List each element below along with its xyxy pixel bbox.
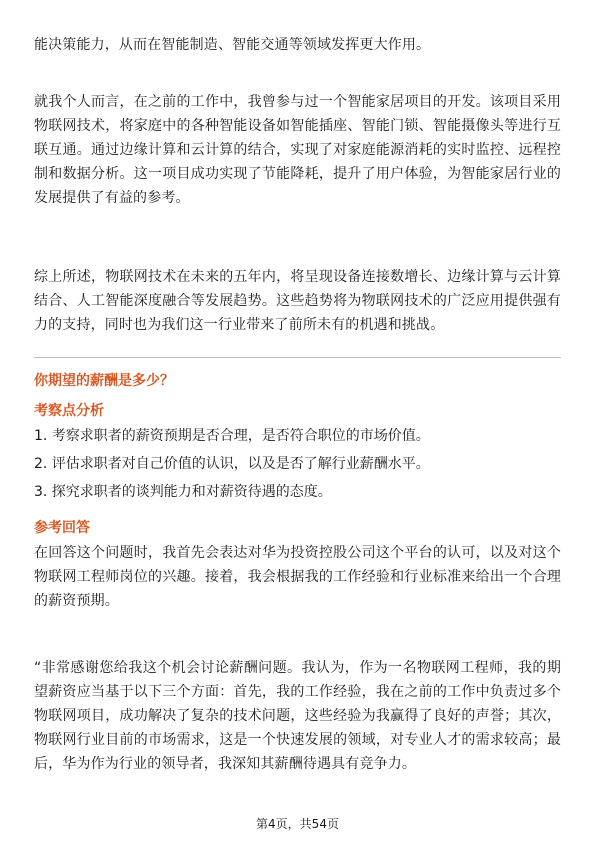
intro-tail-paragraph: 能决策能力，从而在智能制造、智能交通等领域发挥更大作用。	[34, 37, 431, 53]
answer-heading: 参考回答	[34, 520, 90, 536]
analysis-item: 1. 考察求职者的薪资预期是否合理，是否符合职位的市场价值。	[34, 428, 430, 444]
interview-question: 你期望的薪酬是多少？	[34, 373, 174, 389]
analysis-heading: 考察点分析	[34, 403, 104, 419]
summary-paragraph: 综上所述，物联网技术在未来的五年内，将呈现设备连接数增长、边缘计算与云计算结合、人工智能深度融合等发展趋势。这些趋势将为物联网技术的广泛应用提供强有力的支持，同时也为我们这一行业带来了前所未有的机遇和挑战。	[34, 269, 561, 333]
analysis-list	[34, 424, 561, 508]
page-number-footer: 第4页，共54页	[256, 817, 339, 831]
analysis-item: 2. 评估求职者对自己价值的认识，以及是否了解行业薪酬水平。	[34, 456, 430, 472]
section-divider	[34, 357, 561, 358]
answer-paragraph-2: “非常感谢您给我这个机会讨论薪酬问题。我认为，作为一名物联网工程师，我的期望薪资应当基于以下三个方面：首先，我的工作经验，我在之前的工作中负责过多个物联网项目，成功解决了复杂的技术问题，这些经验为我赢得了良好的声誉；其次，物联网行业目前的市场需求，这是一个快速发展的领域，对专业人才的需求较高；最后，华为作为行业的领导者，我深知其薪酬待遇具有竞争力。	[34, 660, 561, 772]
personal-experience-paragraph: 就我个人而言，在之前的工作中，我曾参与过一个智能家居项目的开发。该项目采用物联网技术，将家庭中的各种智能设备如智能插座、智能门锁、智能摄像头等进行互联互通。通过边缘计算和云计算的结合，实现了对家庭能源消耗的实时监控、远程控制和数据分析。这一项目成功实现了节能降耗，提升了用户体验，为智能家居行业的发展提供了有益的参考。	[34, 94, 561, 206]
analysis-item: 3. 探究求职者的谈判能力和对薪资待遇的态度。	[34, 484, 332, 500]
answer-paragraph-1: 在回答这个问题时，我首先会表达对华为投资控股公司这个平台的认可，以及对这个物联网工程师岗位的兴趣。接着，我会根据我的工作经验和行业标准来给出一个合理的薪资预期。	[34, 545, 561, 609]
